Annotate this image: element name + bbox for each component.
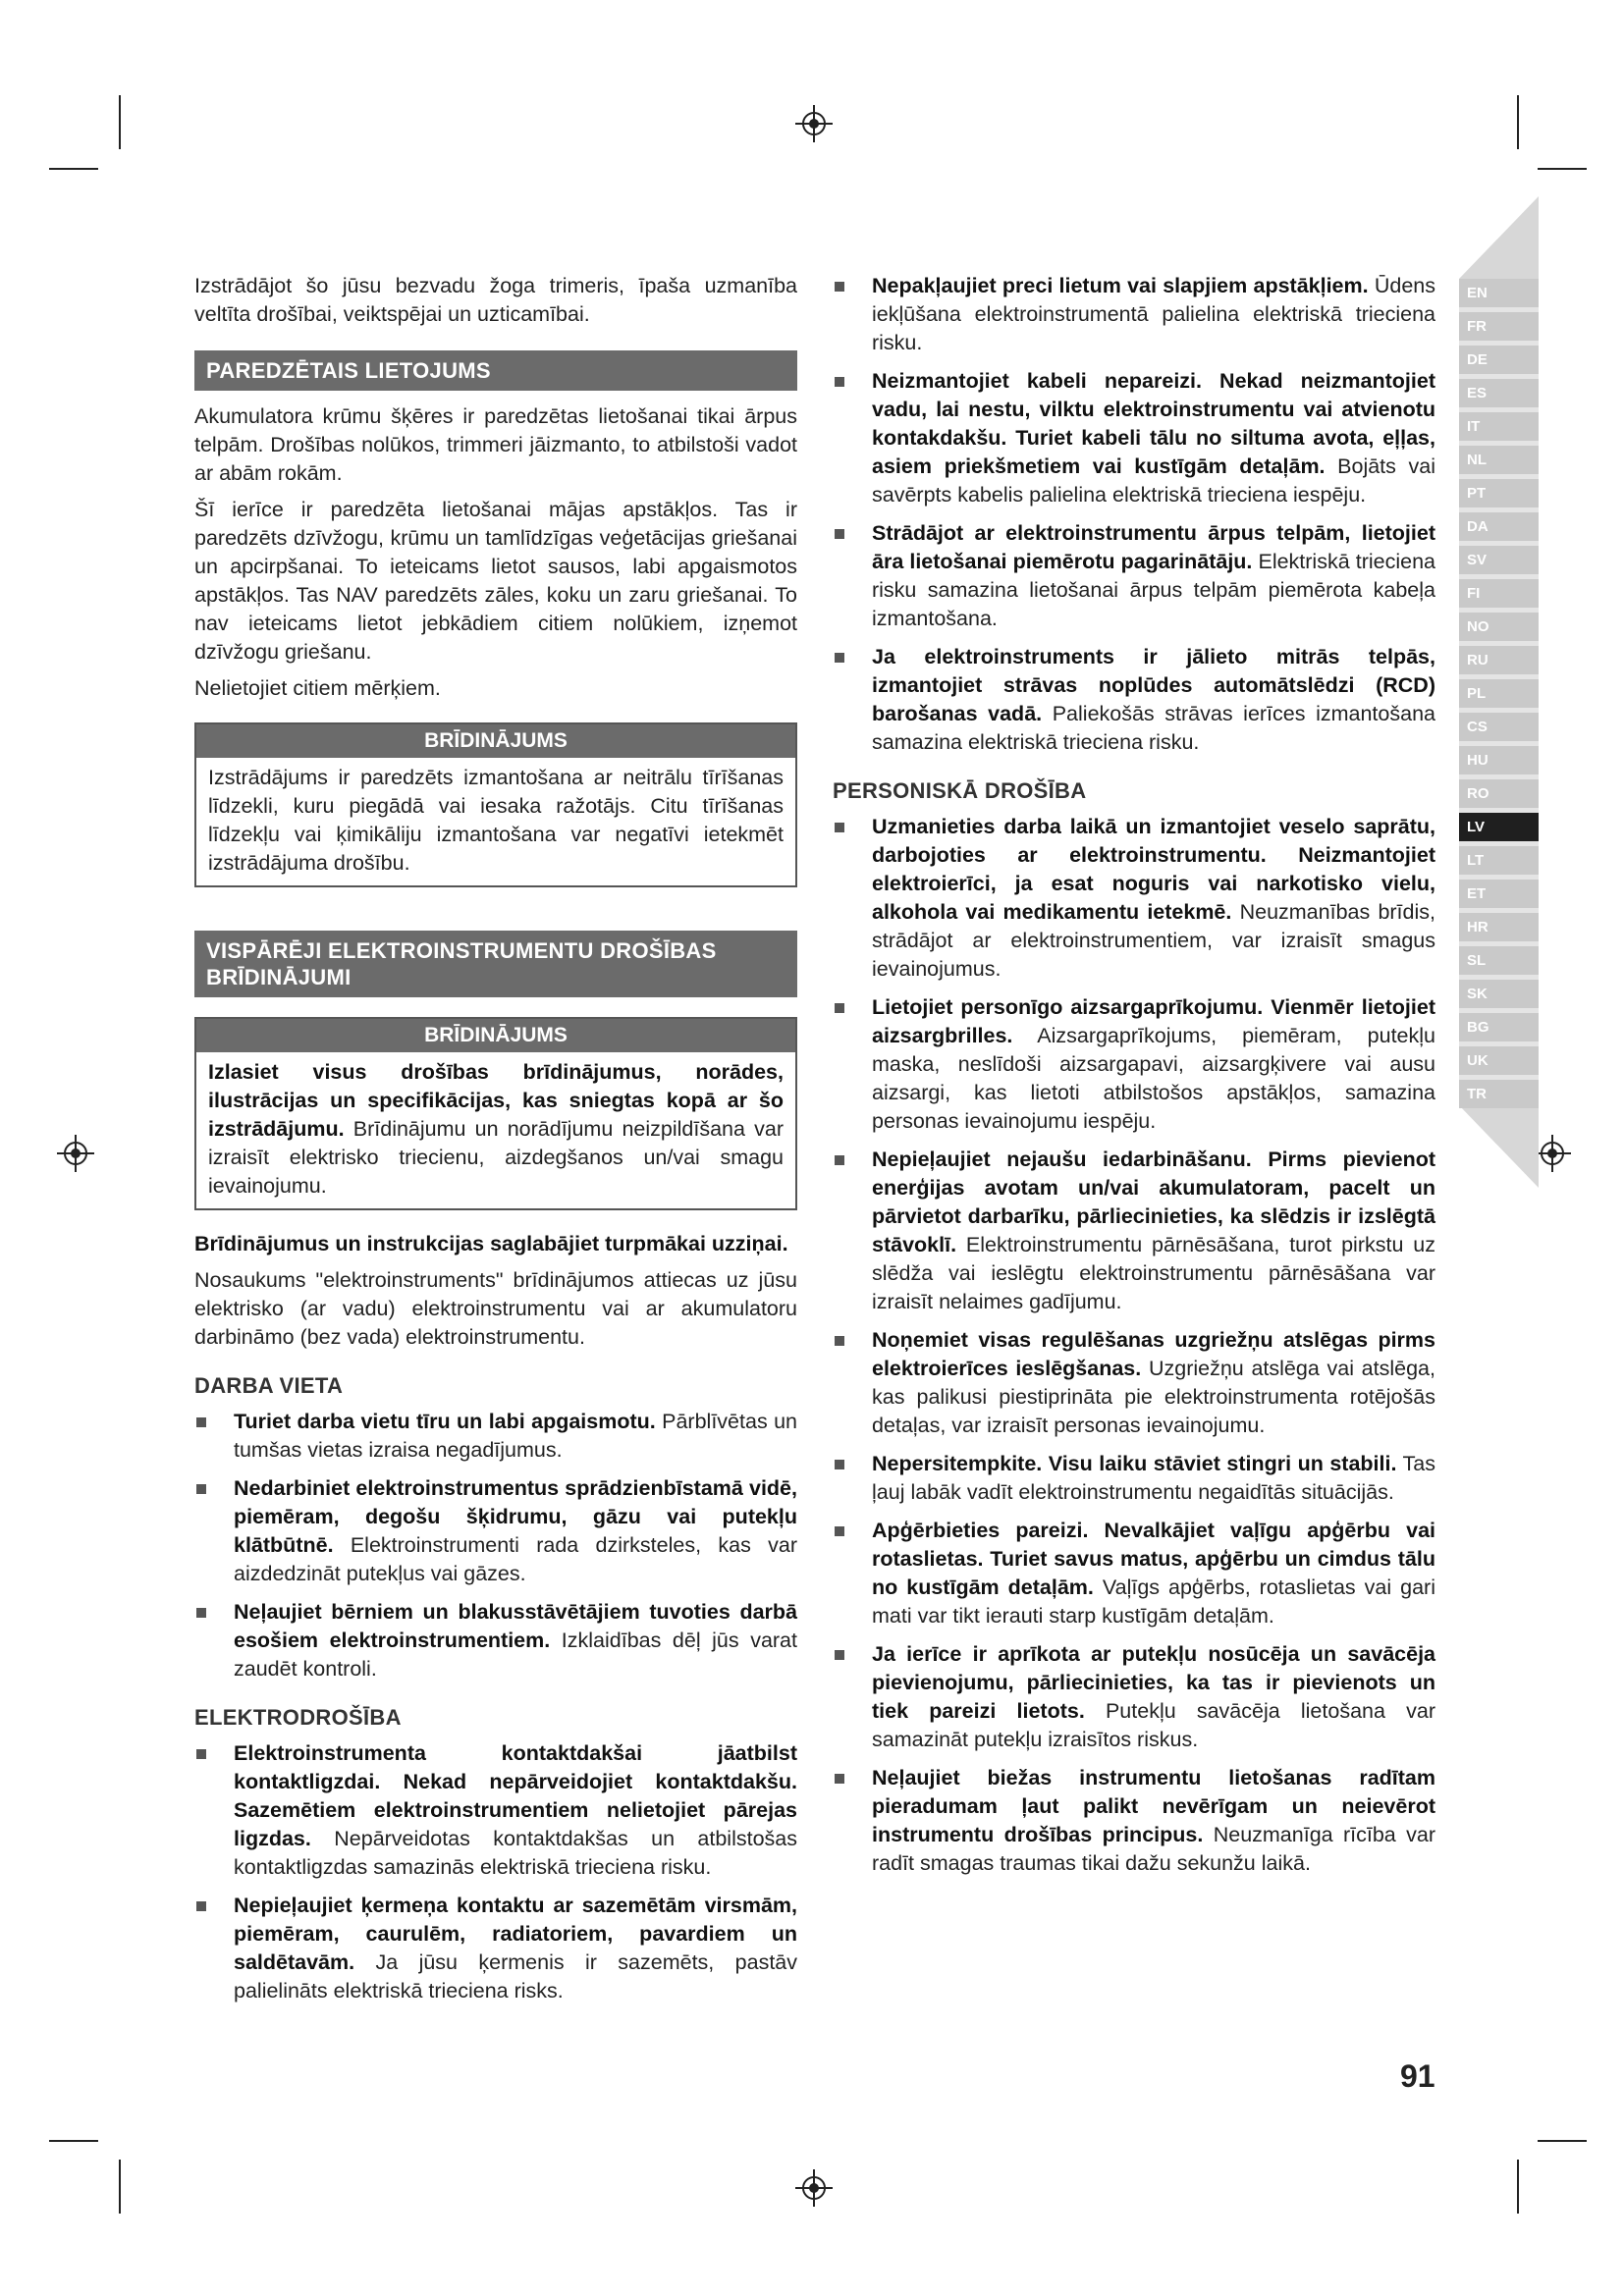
bullet-square-icon — [835, 1155, 844, 1165]
language-tab-it: IT — [1459, 412, 1539, 441]
registration-mark-icon — [795, 105, 833, 142]
crop-mark — [49, 168, 98, 170]
language-tab-tr: TR — [1459, 1080, 1539, 1108]
language-tab-pt: PT — [1459, 479, 1539, 507]
language-tab-pl: PL — [1459, 679, 1539, 708]
bullet-square-icon — [835, 282, 844, 292]
language-tab-nl: NL — [1459, 446, 1539, 474]
bullet-square-icon — [196, 1749, 206, 1759]
list-item: Apģērbieties pareizi. Nevalkājiet vaļīgu apģērbu vai rotaslietas. Turiet savus matus, apģērbu un cimdus tālu no kustīgām detaļām. Vaļīgs apģērbs, rotaslietas vai gari mati var tikt ierauti starp kustīgām detaļām. — [833, 1517, 1435, 1630]
registration-mark-icon — [57, 1135, 94, 1172]
list-item: Neļaujiet bērniem un blakusstāvētājiem tuvoties darbā esošiem elektroinstrumentiem. Izklaidības dēļ jūs varat zaudēt kontroli. — [194, 1598, 797, 1683]
intro-text: Izstrādājot šo jūsu bezvadu žoga trimeris, īpaša uzmanība veltīta drošībai, veiktspējai un uzticamībai. — [194, 274, 797, 326]
left-column — [194, 272, 797, 2015]
warning-box-text — [196, 1052, 795, 1208]
language-tab-de: DE — [1459, 346, 1539, 374]
bullet-square-icon — [196, 1901, 206, 1911]
language-tab-hu: HU — [1459, 746, 1539, 774]
language-tab-bg: BG — [1459, 1013, 1539, 1041]
page-number: 91 — [1400, 2058, 1435, 2094]
list-item: Ja elektroinstruments ir jālieto mitrās telpās, izmantojiet strāvas noplūdes automātslēdzi (RCD) barošanas vadā. Paliekošās strāvas ierīces izmantošana samazina elektriskā trieciena risku. — [833, 643, 1435, 757]
warning-box — [194, 1017, 797, 1210]
list-item: Nepieļaujiet nejaušu iedarbināšanu. Pirms pievienot enerģijas avotam un/vai akumulatoram, pacelt un pārvietot darbarīku, pārliecinieties, ka slēdzis ir izslēgtā stāvoklī. Elektroinstrumentu pārnēsāšana, turot pirkstu uz slēdža vai ieslēgtu elektroinstrumentu pārnēsāšana var izraisīt nelaimes gadījumu. — [833, 1146, 1435, 1316]
language-tab-en: EN — [1459, 279, 1539, 307]
list-item: Noņemiet visas regulēšanas uzgriežņu atslēgas pirms elektroierīces ieslēgšanas. Uzgriežņu atslēga vai atslēga, kas palikusi piestiprināta pie elektroinstrumenta rotējošās detaļas, var izraisīt personas ievainojumu. — [833, 1326, 1435, 1440]
crop-mark — [1538, 168, 1587, 170]
list-item: Ja ierīce ir aprīkota ar putekļu nosūcēja un savācēja pievienojumu, pārliecinieties, ka tas ir pievienots un tiek pareizi lietots. Putekļu savācēja lietošana var samazināt putekļu izraisītos riskus. — [833, 1640, 1435, 1754]
registration-mark-icon — [795, 2169, 833, 2207]
bullet-square-icon — [835, 1336, 844, 1346]
personal-safety-heading: PERSONISKĀ DROŠĪBA — [833, 778, 1087, 803]
warning-plain-text: Brīdinājumu un norādījumu neizpildīšana var izraisīt elektrisko triecienu, aizdegšanos un/vai smagu ievainojumu. — [208, 1117, 784, 1198]
warning-box — [194, 722, 797, 887]
language-tab-lt: LT — [1459, 846, 1539, 875]
warning-box-title: BRĪDINĀJUMS — [196, 1019, 795, 1052]
list-item: Neļaujiet biežas instrumentu lietošanas radītam pieradumam ļaut palikt nevērīgam un neievērot instrumentu drošības principus. Neuzmanīga rīcība var radīt smagas traumas tikai dažu sekunžu laikā. — [833, 1764, 1435, 1878]
right-column — [833, 272, 1435, 1888]
bullet-square-icon — [835, 1650, 844, 1660]
bullet-square-icon — [196, 1484, 206, 1494]
list-item: Nepieļaujiet ķermeņa kontaktu ar sazemētām virsmām, piemēram, caurulēm, radiatoriem, pavardiem un saldētavām. Ja jūsu ķermenis ir sazemēts, pastāv palielināts elektriskā trieciena risks. — [194, 1892, 797, 2005]
language-tab-cs: CS — [1459, 713, 1539, 741]
list-item: Strādājot ar elektroinstrumentu ārpus telpām, lietojiet āra lietošanai piemērotu pagarinātāju. Elektriskā trieciena risku samazina lietošanai ārpus telpām piemērota kabeļa izmantošana. — [833, 519, 1435, 633]
bullet-square-icon — [835, 1003, 844, 1013]
language-tab-hr: HR — [1459, 913, 1539, 941]
intended-use-paragraph: Akumulatora krūmu šķēres ir paredzētas lietošanai tikai ārpus telpām. Drošības nolūkos, trimmeri jāizmanto, to atbilstoši vadot ar abām rokām. — [194, 404, 797, 485]
term-note-text: Nosaukums "elektroinstruments" brīdinājumos attiecas uz jūsu elektrisko (ar vadu) elektroinstrumentu vai ar akumulatoru darbināmo (bez vada) elektroinstrumentu. — [194, 1268, 797, 1349]
intended-use-paragraph: Nelietojiet citiem mērķiem. — [194, 676, 441, 700]
warning-box-title: BRĪDINĀJUMS — [196, 724, 795, 758]
list-item: Lietojiet personīgo aizsargaprīkojumu. Vienmēr lietojiet aizsargbrilles. Aizsargaprīkojums, piemēram, putekļu maska, neslīdoši aizsargapavi, aizsargķivere vai ausu aizsargi, kas lietoti atbilstošos apstākļos, samazina personas ievainojumu iespēju. — [833, 993, 1435, 1136]
language-tab-et: ET — [1459, 880, 1539, 908]
language-tab-lv: LV — [1459, 813, 1539, 841]
warning-box-text: Izstrādājums ir paredzēts izmantošana ar neitrālu tīrīšanas līdzekli, kuru piegādā vai iesaka ražotājs. Citu tīrīšanas līdzekļu vai ķimikāliju izmantošana var negatīvi ietekmēt izstrādājuma drošību. — [208, 766, 784, 875]
bullet-square-icon — [835, 823, 844, 832]
bullet-square-icon — [835, 529, 844, 539]
list-item: Nepersitempkite. Visu laiku stāviet stingri un stabili. Tas ļauj labāk vadīt elektroinstrumentu negaidītās situācijās. — [833, 1450, 1435, 1507]
language-tab-es: ES — [1459, 379, 1539, 407]
bullet-square-icon — [835, 1526, 844, 1536]
bullet-square-icon — [835, 653, 844, 663]
language-tab-ru: RU — [1459, 646, 1539, 674]
list-item: Elektroinstrumenta kontaktdakšai jāatbilst kontaktligzdai. Nekad nepārveidojiet kontaktdakšu. Sazemētiem elektroinstrumentiem nelietojiet pārejas ligzdas. Nepārveidotas kontaktdakšas un atbilstošas kontaktligzdas samazinās elektriskā trieciena risku. — [194, 1739, 797, 1882]
bullet-square-icon — [196, 1417, 206, 1427]
intended-use-paragraph: Šī ierīce ir paredzēta lietošanai mājas apstākļos. Tas ir paredzēts dzīvžogu, krūmu un tamlīdzīgas veģetācijas griešanai un apcirpšanai. To ieteicams lietot sausos, labi apgaismotos apstākļos. Tas NAV paredzēts zāles, koku un zaru griešanai. To nav ieteicams lietot jebkādiem citiem nolūkiem, izņemot dzīvžogu griešanu. — [194, 498, 797, 664]
language-tabs — [1459, 279, 1539, 1113]
language-tab-sl: SL — [1459, 946, 1539, 975]
language-tab-no: NO — [1459, 613, 1539, 641]
language-tab-ro: RO — [1459, 779, 1539, 808]
crop-mark — [1517, 95, 1519, 149]
list-item: Nedarbiniet elektroinstrumentus sprādzienbīstamā vidē, piemēram, degošu šķidrumu, gāzu vai putekļu klātbūtnē. Elektroinstrumenti rada dzirksteles, kas var aizdedzināt putekļus vai gāzes. — [194, 1474, 797, 1588]
intended-use-heading: PAREDZĒTAIS LIETOJUMS — [194, 350, 797, 391]
bullet-square-icon — [835, 377, 844, 387]
bullet-square-icon — [835, 1774, 844, 1784]
crop-mark — [1517, 2160, 1519, 2214]
language-tab-uk: UK — [1459, 1046, 1539, 1075]
save-instructions-text: Brīdinājumus un instrukcijas saglabājiet turpmākai uzziņai. — [194, 1232, 788, 1255]
crop-mark — [119, 2160, 121, 2214]
crop-mark — [1538, 2140, 1587, 2142]
general-safety-heading: VISPĀRĒJI ELEKTROINSTRUMENTU DROŠĪBAS BRĪDINĀJUMI — [194, 931, 797, 997]
language-tab-fi: FI — [1459, 579, 1539, 608]
bullet-square-icon — [835, 1460, 844, 1469]
work-area-heading: DARBA VIETA — [194, 1373, 344, 1398]
language-tab-fr: FR — [1459, 312, 1539, 341]
list-item: Neizmantojiet kabeli nepareizi. Nekad neizmantojiet vadu, lai nestu, vilktu elektroinstrumentu vai atvienotu kontakdakšu. Turiet kabeli tālu no siltuma avota, eļļas, asiem priekšmetiem vai kustīgām detaļām. Bojāts vai savērpts kabelis palielina elektriskā trieciena iespēju. — [833, 367, 1435, 509]
electrical-safety-heading: ELEKTRODROŠĪBA — [194, 1705, 402, 1730]
language-tab-sv: SV — [1459, 546, 1539, 574]
list-item: Uzmanieties darba laikā un izmantojiet veselo saprātu, darbojoties ar elektroinstrumentu. Neizmantojiet elektroierīci, ja esat noguris vai narkotisko vielu, alkohola vai medikamentu ietekmē. Neuzmanības brīdis, strādājot ar elektroinstrumentiem, var izraisīt smagus ievainojumus. — [833, 813, 1435, 984]
list-item: Nepakļaujiet preci lietum vai slapjiem apstākļiem. Ūdens iekļūšana elektroinstrumentā palielina elektriskā trieciena risku. — [833, 272, 1435, 357]
crop-mark — [119, 95, 121, 149]
warning-bold-text: Izlasiet visus drošības brīdinājumus, norādes, ilustrācijas un specifikācijas, kas sniegtas kopā ar šo izstrādājumu. — [208, 1060, 784, 1141]
language-tab-sk: SK — [1459, 980, 1539, 1008]
bullet-square-icon — [196, 1608, 206, 1618]
list-item: Turiet darba vietu tīru un labi apgaismotu. Pārblīvētas un tumšas vietas izraisa negadījumus. — [194, 1408, 797, 1465]
language-tab-da: DA — [1459, 512, 1539, 541]
crop-mark — [49, 2140, 98, 2142]
